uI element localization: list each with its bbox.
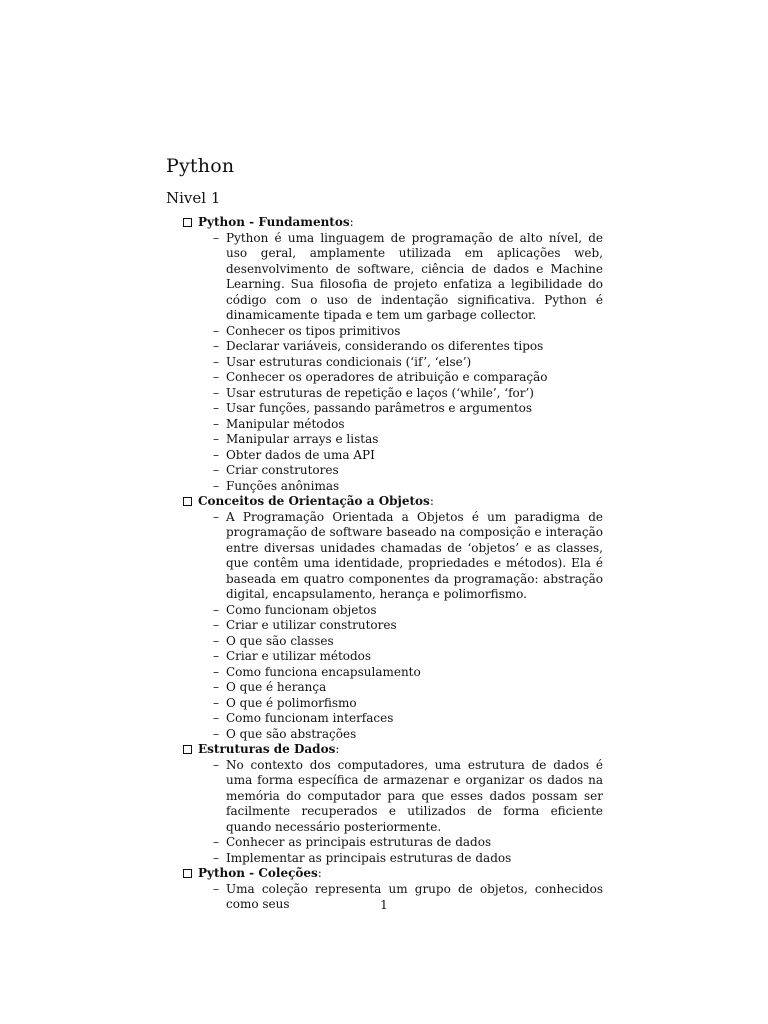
list-item [213, 835, 603, 851]
list-item-text: Conhecer os tipos primitivos [226, 323, 401, 338]
list-item [213, 448, 603, 464]
dash-bullet: – [213, 633, 219, 648]
section-title: Python - Fundamentos [198, 215, 350, 229]
dash-bullet: – [213, 664, 219, 679]
section-item-list [183, 510, 603, 743]
list-item [213, 696, 603, 712]
dash-bullet: – [213, 835, 219, 849]
list-item-text: Declarar variáveis, considerando os diferentes tipos [226, 339, 544, 353]
list-item [213, 417, 603, 433]
list-item [213, 727, 603, 743]
list-item [213, 324, 603, 340]
list-item [213, 463, 603, 479]
dash-bullet: – [213, 370, 219, 384]
list-item [213, 649, 603, 665]
section-title-colon: : [335, 742, 340, 756]
list-item [213, 634, 603, 650]
section-level-heading: Nivel 1 [166, 189, 221, 207]
list-item-text: Python é uma linguagem de programação de alto nível, de uso geral, amplamente utilizada em aplicações web, desenvolvimento de software, ciência de dados e Machine Learning. Sua filosofia de projeto enfatiza a legibilidade do código com o uso de indentação significativa. Python é dinamicamente tipada e tem um garbage collector. [226, 230, 603, 322]
list-item [213, 851, 603, 867]
list-item [213, 432, 603, 448]
list-item-text: No contexto dos computadores, uma estrutura de dados é uma forma específica de armazenar e organizar os dados na memória do computador para que esses dados possam ser facilmente recuperados e utilizados de forma eficiente quando necessário posteriormente. [226, 757, 603, 834]
checklist-section-header [183, 866, 603, 882]
list-item-text: O que é polimorfismo [226, 695, 357, 710]
list-item-text: Como funciona encapsulamento [226, 664, 421, 679]
dash-bullet: – [213, 230, 219, 245]
dash-bullet: – [213, 509, 219, 524]
list-item-text: A Programação Orientada a Objetos é um paradigma de programação de software baseado na composição e interação entre diversas unidades chamadas de ‘objetos’ e as classes, que contêm uma identidade, propriedades e métodos). Ela é baseada em quatro componentes da programação: abstração digital, encapsulamento, herança e polimorfismo. [226, 509, 603, 601]
list-item [213, 758, 603, 836]
dash-bullet: – [213, 432, 219, 446]
section-title-colon: : [317, 866, 322, 880]
section-title: Estruturas de Dados [198, 742, 336, 756]
dash-bullet: – [213, 447, 219, 462]
list-item-text: Como funcionam objetos [226, 602, 377, 617]
checklist-section [183, 215, 603, 494]
dash-bullet: – [213, 354, 219, 369]
list-item [213, 603, 603, 619]
checklist-section-header [183, 215, 603, 231]
checkbox-icon [183, 745, 192, 754]
section-title-colon: : [349, 215, 354, 229]
list-item [213, 231, 603, 324]
checkbox-icon [183, 497, 192, 506]
list-item-text: Obter dados de uma API [226, 447, 375, 462]
list-item [213, 680, 603, 696]
dash-bullet: – [213, 850, 219, 865]
checkbox-icon [183, 869, 192, 878]
list-item-text: Criar e utilizar construtores [226, 618, 397, 632]
dash-bullet: – [213, 323, 219, 338]
checklist-section-header [183, 494, 603, 510]
checklist-section [183, 494, 603, 742]
checklist-section [183, 742, 603, 866]
dash-bullet: – [213, 680, 219, 694]
list-item-text: Conhecer as principais estruturas de dados [226, 835, 492, 849]
dash-bullet: – [213, 618, 219, 632]
dash-bullet: – [213, 463, 219, 477]
checkbox-icon [183, 218, 192, 227]
list-item [213, 339, 603, 355]
checklist [183, 215, 603, 913]
dash-bullet: – [213, 711, 219, 725]
section-item-list [183, 231, 603, 495]
section-title: Python - Coleções [198, 866, 318, 880]
page-title: Python [166, 155, 235, 177]
dash-bullet: – [213, 385, 219, 400]
section-title: Conceitos de Orientação a Objetos [198, 494, 430, 508]
list-item [213, 386, 603, 402]
list-item-text: Criar construtores [226, 463, 339, 477]
list-item [213, 479, 603, 495]
list-item [213, 665, 603, 681]
list-item-text: Usar funções, passando parâmetros e argumentos [226, 401, 533, 415]
dash-bullet: – [213, 401, 219, 415]
dash-bullet: – [213, 416, 219, 431]
list-item-text: Criar e utilizar métodos [226, 649, 372, 663]
section-title-colon: : [429, 494, 434, 508]
list-item-text: Funções anônimas [226, 478, 340, 493]
list-item-text: Usar estruturas de repetição e laços (‘while’, ‘for’) [226, 385, 534, 400]
list-item [213, 370, 603, 386]
checklist-section-header [183, 742, 603, 758]
list-item-text: Implementar as principais estruturas de dados [226, 850, 512, 865]
list-item-text: Como funcionam interfaces [226, 711, 394, 725]
list-item-text: O que é herança [226, 680, 327, 694]
list-item-text: O que são abstrações [226, 726, 357, 741]
dash-bullet: – [213, 649, 219, 663]
list-item [213, 355, 603, 371]
list-item [213, 618, 603, 634]
dash-bullet: – [213, 602, 219, 617]
list-item-text: Manipular métodos [226, 416, 345, 431]
page-number: 1 [380, 898, 388, 912]
list-item-text: Uma coleção representa um grupo de objetos, conhecidos como seus [226, 881, 603, 911]
list-item [213, 510, 603, 603]
list-item-text: Usar estruturas condicionais (‘if’, ‘else’) [226, 354, 472, 369]
dash-bullet: – [213, 881, 219, 896]
list-item-text: Manipular arrays e listas [226, 432, 379, 446]
list-item-text: O que são classes [226, 633, 334, 648]
list-item-text: Conhecer os operadores de atribuição e comparação [226, 370, 548, 384]
dash-bullet: – [213, 726, 219, 741]
dash-bullet: – [213, 757, 219, 772]
dash-bullet: – [213, 695, 219, 710]
dash-bullet: – [213, 478, 219, 493]
list-item [213, 401, 603, 417]
dash-bullet: – [213, 339, 219, 353]
section-item-list [183, 758, 603, 867]
list-item [213, 711, 603, 727]
